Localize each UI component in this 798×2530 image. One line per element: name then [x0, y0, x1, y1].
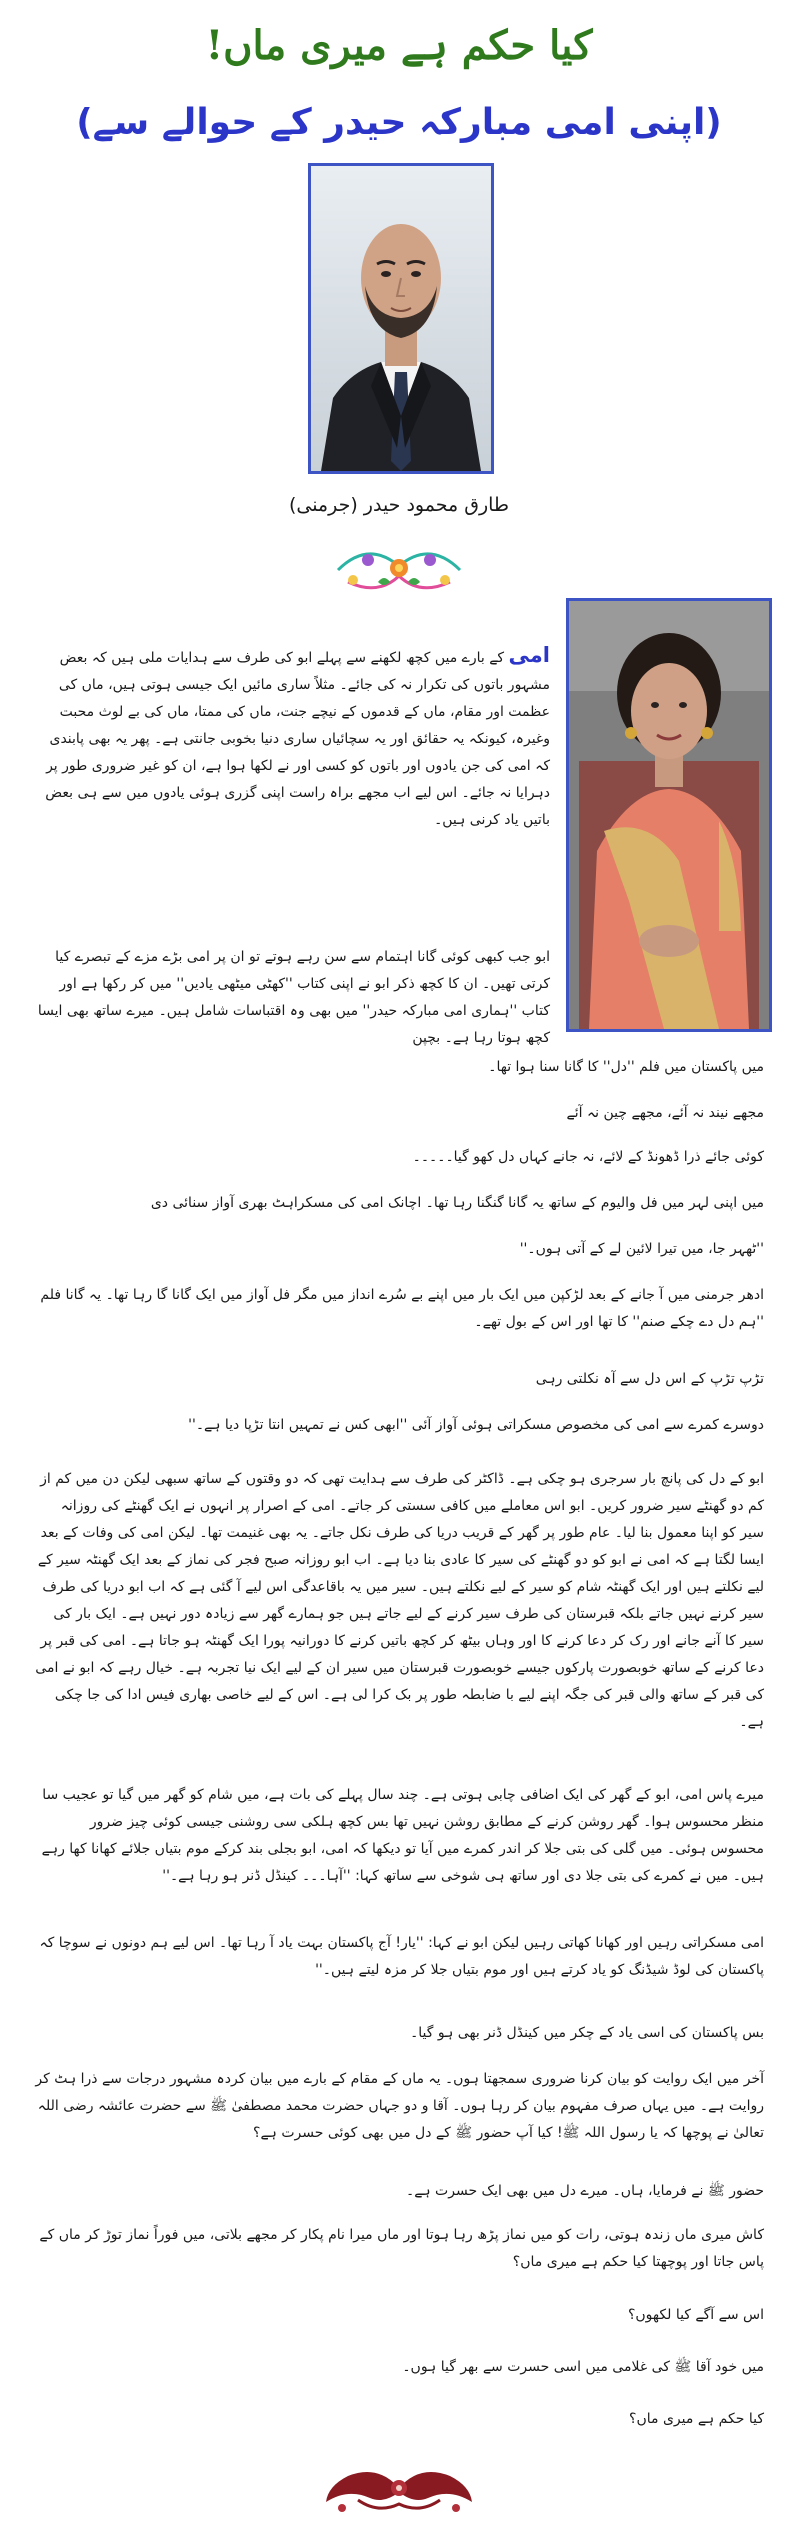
intro-paragraph	[34, 642, 550, 834]
paragraph: اس سے آگے کیا لکھوں؟	[627, 2307, 764, 2323]
paragraph: میں اپنی لہر میں فل والیوم کے ساتھ یہ گانا گنگنا رہا تھا۔ اچانک امی کی مسکراہٹ بھری آواز سنائی دی	[150, 1195, 764, 1211]
article-subtitle: (اپنی امی مبارکہ حیدر کے حوالے سے)	[76, 102, 722, 143]
intro-text: کے بارے میں کچھ لکھنے سے پہلے ابو کی طرف سے ہدایات ملی ہیں کہ بعض مشہور باتوں کی تکرار نہ کی جائے۔ مثلاً ساری مائیں ایک جیسی ہوتی ہیں، ماں کی عظمت اور مقام، ماں کے قدموں کے نیچے جنت، ماں کی ممتا، ماں کی بے لوث محبت وغیرہ، کیونکہ یہ حقائق اور یہ سچائیاں ساری دنیا بخوبی جانتی ہے۔ پھر یہ بھی پابندی کہ امی کی جن یادوں اور باتوں کو کسی اور نے لکھا ہوا ہے، ان کو غیر ضروری طور پر دہرایا نہ جائے۔ اس لیے اب مجھے براہ راست اپنی گزری ہوئی یادوں میں سے ہی بعض باتیں یاد کرنی ہیں۔	[45, 650, 550, 828]
paragraph: حضور ﷺ نے فرمایا، ہاں۔ میرے دل میں بھی ایک حسرت ہے۔	[406, 2183, 764, 2199]
mother-photo	[566, 598, 772, 1032]
verse-line: تڑپ تڑپ کے اس دل سے آہ نکلتی رہی	[535, 1371, 764, 1387]
paragraph: کاش میری ماں زندہ ہوتی، رات کو میں نماز پڑھ رہا ہوتا اور ماں میرا نام پکار کر مجھے بلاتی، میں فوراً نماز توڑ کر ماں کے پاس جاتا اور پوچھتا کیا حکم ہے میری ماں؟	[39, 2227, 764, 2270]
article-title: کیا حکم ہے میری ماں!	[205, 22, 593, 69]
verse-line: مجھے نیند نہ آئے، مجھے چین نہ آئے	[566, 1105, 764, 1121]
floral-divider-icon	[318, 530, 480, 602]
closing-line: کیا حکم ہے میری ماں؟	[629, 2411, 764, 2427]
paragraph: آخر میں ایک روایت کو بیان کرنا ضروری سمجھتا ہوں۔ یہ ماں کے مقام کے بارے میں بیان کردہ مشہور درجات سے ذرا ہٹ کر روایت ہے۔ میں یہاں صرف مفہوم بیان کر رہا ہوں۔ آقا و دو جہاں حضرت محمد مصطفیٰ ﷺ سے حضرت عائشہ رضی اللہ تعالیٰ نے پوچھا کہ یا رسول اللہ ﷺ! کیا آپ حضور ﷺ کے دل میں بھی کوئی حسرت ہے؟	[35, 2071, 764, 2141]
paragraph: بس پاکستان کی اسی یاد کے چکر میں کینڈل ڈنر بھی ہو گیا۔	[410, 2025, 764, 2041]
author-portrait	[308, 163, 494, 474]
paragraph: میں پاکستان میں فلم ''دل'' کا گانا سنا ہوا تھا۔	[488, 1059, 764, 1075]
quote-line: دوسرے کمرے سے امی کی مخصوص مسکراتی ہوئی آواز آئی ''ابھی کس نے تمہیں انتا تڑپا دیا ہے۔''	[188, 1417, 764, 1433]
paragraph: امی مسکراتی رہیں اور کھانا کھاتی رہیں لیکن ابو نے کہا: ''یار! آج پاکستان بہت یاد آ رہا تھا۔ اس لیے ہم دونوں نے سوچا کہ پاکستان کی لوڈ شیڈنگ کو یاد کرتے ہیں اور موم بتیاں جلا کر مزہ لیتے ہیں۔''	[39, 1935, 764, 1978]
verse-line: کوئی جائے ذرا ڈھونڈ کے لائے، نہ جانے کہاں دل کھو گیا۔۔۔۔۔	[412, 1149, 764, 1165]
intro-lead-word: امی	[508, 643, 550, 667]
author-name: طارق محمود حیدر (جرمنی)	[288, 494, 510, 516]
paragraph: ابو کے دل کی پانچ بار سرجری ہو چکی ہے۔ ڈاکٹر کی طرف سے ہدایت تھی کہ دو وقتوں کے ساتھ سبھی لیکن دن میں کم از کم دو گھنٹے سیر ضرور کریں۔ ابو اس معاملے میں کافی سستی کر جاتے۔ امی کے اصرار پر انہوں نے ایک گھنٹے کی روزانہ سیر کو اپنا معمول بنا لیا۔ عام طور پر گھر کے قریب دریا کی طرف نکل جاتے۔ یہ بھی غنیمت تھا۔ لیکن امی کی وفات کے بعد ایسا لگتا ہے کہ امی نے ابو کو دو گھنٹے کی سیر کا عادی بنا دیا ہے۔ اب ابو روزانہ صبح فجر کی نماز کے بعد ایک گھنٹہ سیر کے لیے نکلتے ہیں اور ایک گھنٹہ شام کو سیر کے لیے نکلتے ہیں۔ سیر میں یہ باقاعدگی اس لیے آ گئی ہے کہ اب ابو دریا کی طرف سیر کرنے نہیں جاتے بلکہ قبرستان کی طرف سیر کرنے کے لیے جاتے ہیں جو ہمارے گھر سے زیادہ دور نہیں ہے۔ ایک بار کی سیر کا آنے جانے اور رک کر دعا کرنے کا اور وہاں بیٹھ کر کچھ باتیں کرنے کا دورانیہ پورا ایک گھنٹہ ہو جاتا ہے۔ امی کی قبر پر دعا کرنے کے ساتھ خوبصورت پارکوں جیسے خوبصورت قبرستان میں سیر ان کے لیے ایک نیا تجربہ ہے۔ خیال رہے کہ ابو نے امی کی قبر کے ساتھ والی قبر کی جگہ اپنے لیے با ضابطہ طور پر بک کرا لی ہے۔ اس کے لیے خاصی بھاری فیس ادا کی جا چکی ہے۔	[35, 1471, 764, 1730]
paragraph: میرے پاس امی، ابو کے گھر کی ایک اضافی چابی ہوتی ہے۔ چند سال پہلے کی بات ہے، میں شام کو گھر میں گیا تو عجیب سا منظر محسوس ہوا۔ گھر روشن کرنے کے مطابق روشن نہیں تھا بس کچھ ہلکی سی روشنی جیسی کوئی چیز ضرور محسوس ہوئی۔ میں گلی کی بتی جلا کر اندر کمرے میں آیا تو دیکھا کہ امی، ابو بجلی بند کرکے موم بتیاں جلائے کھانا کھا رہے ہیں۔ میں نے کمرے کی بتی جلا دی اور ساتھ ہی شوخی سے ساتھ کہا: ''آہا۔۔۔ کینڈل ڈنر ہو رہا ہے۔''	[41, 1787, 764, 1884]
paragraph: ادھر جرمنی میں آ جانے کے بعد لڑکپن میں ایک بار میں اپنے بے سُرے انداز میں مگر فل آواز میں ایک گانا گا رہا تھا۔ یہ گانا فلم ''ہم دل دے چکے صنم'' کا تھا اور اس کے بول تھے۔	[40, 1287, 764, 1330]
paragraph: ابو جب کبھی کوئی گانا اہتمام سے سن رہے ہوتے تو ان پر امی بڑے مزے کے تبصرے کیا کرتی تھیں۔ ان کا کچھ ذکر ابو نے اپنی کتاب ''کھٹی میٹھی یادیں'' میں کر رکھا ہے اور کتاب ''ہماری امی مبارکہ حیدر'' میں بھی وہ اقتباسات شامل ہیں۔ میرے ساتھ بھی ایسا کچھ ہوتا رہا ہے۔ بچپن	[37, 949, 550, 1046]
quote-line: ''ٹھہر جا، میں تیرا لائین لے کے آتی ہوں۔''	[519, 1241, 764, 1257]
floral-ornament-icon	[318, 2458, 480, 2520]
paragraph: میں خود آقا ﷺ کی غلامی میں اسی حسرت سے بھر گیا ہوں۔	[402, 2359, 764, 2375]
